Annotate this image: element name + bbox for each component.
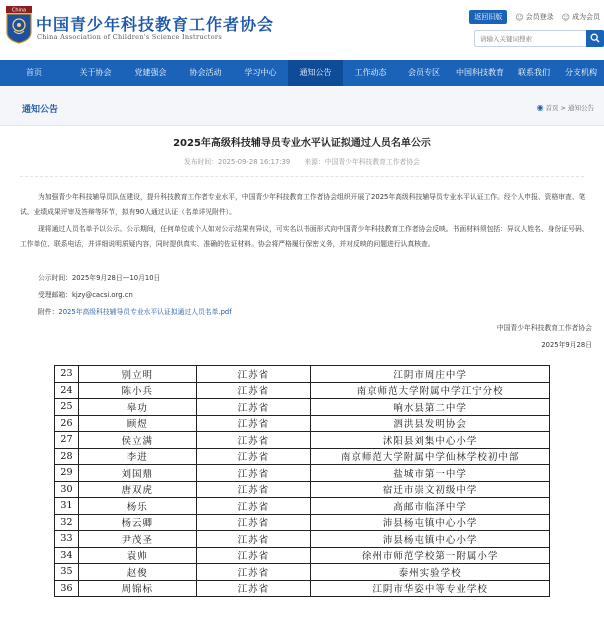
- row-number: 26: [55, 415, 79, 432]
- site-subtitle: China Association of Children's Science Instructors: [37, 33, 222, 41]
- section-header: [0, 86, 604, 126]
- old-site-button[interactable]: 返回旧版: [469, 10, 507, 24]
- table-row: [55, 415, 550, 432]
- table-row: [55, 547, 550, 564]
- user-icon: ☺: [515, 12, 524, 22]
- accept-email: 受理邮箱：kjzy@cacsi.org.cn: [38, 291, 133, 299]
- row-number: 33: [55, 531, 79, 548]
- name-list-table: [54, 365, 550, 597]
- province: 江苏省: [196, 432, 311, 449]
- article-divider: [20, 176, 584, 177]
- top-links: [469, 10, 600, 24]
- table-row: [55, 580, 550, 597]
- row-number: 29: [55, 465, 79, 482]
- nav-item-home[interactable]: 首页: [26, 68, 42, 77]
- publicity-period: 公示时间：2025年9月28日—10月10日: [38, 274, 161, 282]
- nav-item-china-sci-edu[interactable]: 中国科技教育: [456, 68, 504, 77]
- article-meta: [0, 156, 604, 166]
- school: 徐州市师范学校第一附属小学: [311, 547, 550, 564]
- row-number: 23: [55, 366, 79, 383]
- person-name: 李进: [78, 448, 196, 465]
- main-nav: [0, 60, 604, 86]
- school: 沛县杨屯镇中心小学: [311, 514, 550, 531]
- school: 盐城市第一中学: [311, 465, 550, 482]
- table-row: [55, 448, 550, 465]
- province: 江苏省: [196, 481, 311, 498]
- site-title[interactable]: 中国青少年科技教育工作者协会: [36, 15, 275, 34]
- breadcrumb: [537, 103, 594, 112]
- article-paragraph-2: 现将通过人员名单予以公示。公示期间，任何单位或个人如对公示结果有异议，可实名以书面形式向中国青少年科技教育工作者协会反映。书面材料须包括：异议人姓名、身份证号码、工作单位、联系电话，并详细说明质疑内容，同时提供真实、准确的佐证材料。协会将严格履行保密义务，并对反映的问题进行认真核查。: [20, 225, 589, 248]
- row-number: 30: [55, 481, 79, 498]
- province: 江苏省: [196, 366, 311, 383]
- province: 江苏省: [196, 547, 311, 564]
- breadcrumb-home[interactable]: 首页: [545, 104, 559, 112]
- person-name: 杨云卿: [78, 514, 196, 531]
- person-name: 唐双虎: [78, 481, 196, 498]
- person-name: 杨乐: [78, 498, 196, 515]
- province: 江苏省: [196, 498, 311, 515]
- school: 高邮市临泽中学: [311, 498, 550, 515]
- province: 江苏省: [196, 382, 311, 399]
- school: 泰州实验学校: [311, 564, 550, 581]
- signature-date: 2025年9月28日: [541, 341, 592, 349]
- breadcrumb-current[interactable]: 通知公告: [568, 104, 594, 112]
- school: 沭阳县刘集中心小学: [311, 432, 550, 449]
- person-name: 陈小兵: [78, 382, 196, 399]
- row-number: 34: [55, 547, 79, 564]
- province: 江苏省: [196, 415, 311, 432]
- table-row: [55, 432, 550, 449]
- signature-org: 中国青少年科技教育工作者协会: [496, 324, 592, 332]
- nav-item-learning[interactable]: 学习中心: [244, 68, 277, 77]
- article-paragraph-1: 为加强青少年科技辅导员队伍建设，提升科技教育工作者专业水平，中国青少年科技教育工作者协会组织开展了2025年高级科技辅导员专业水平认证工作。经个人申报、资格审查、笔试、业绩成果评审及答辩等环节，拟有90人通过认证（名单详见附件）。: [20, 193, 586, 216]
- nav-item-news[interactable]: 工作动态: [354, 68, 387, 77]
- nav-item-branches[interactable]: 分支机构: [565, 68, 597, 77]
- province: 江苏省: [196, 448, 311, 465]
- attachment-link[interactable]: 2025年高级科技辅导员专业水平认证拟通过人员名单.pdf: [58, 308, 232, 316]
- nav-item-contact[interactable]: 联系我们: [518, 68, 550, 77]
- attachment-line: [38, 306, 232, 316]
- table-row: [55, 481, 550, 498]
- article-title: 2025年高级科技辅导员专业水平认证拟通过人员名单公示: [173, 138, 431, 149]
- person-name: 袁帅: [78, 547, 196, 564]
- row-number: 27: [55, 432, 79, 449]
- location-pin-icon: ◉: [536, 103, 544, 112]
- search-input[interactable]: [475, 31, 585, 46]
- nav-item-notices[interactable]: 通知公告: [288, 60, 343, 86]
- user-add-icon: ☺: [561, 12, 570, 22]
- school: 沛县杨屯镇中心小学: [311, 531, 550, 548]
- province: 江苏省: [196, 564, 311, 581]
- article-source: 来源：中国青少年科技教育工作者协会: [304, 158, 420, 166]
- search-box: [474, 30, 604, 47]
- association-logo-icon[interactable]: [6, 6, 32, 44]
- row-number: 25: [55, 399, 79, 416]
- person-name: 赵俊: [78, 564, 196, 581]
- row-number: 28: [55, 448, 79, 465]
- school: 南京师范大学附属中学江宁分校: [311, 382, 550, 399]
- table-row: [55, 382, 550, 399]
- row-number: 35: [55, 564, 79, 581]
- section-title: 通知公告: [22, 105, 59, 115]
- article-date: 发布时间：2025-09-28 16:17:39: [184, 158, 291, 166]
- become-member-label: 成为会员: [572, 13, 600, 21]
- table-row: [55, 564, 550, 581]
- school: 泗洪县发明协会: [311, 415, 550, 432]
- table-row: [55, 531, 550, 548]
- person-name: 别立明: [78, 366, 196, 383]
- school: 宿迁市崇文初级中学: [311, 481, 550, 498]
- province: 江苏省: [196, 514, 311, 531]
- table-row: [55, 366, 550, 383]
- nav-item-party[interactable]: 党建强会: [134, 68, 167, 77]
- row-number: 24: [55, 382, 79, 399]
- school: 江阴市周庄中学: [311, 366, 550, 383]
- school: 南京师范大学附属中学仙林学校初中部: [311, 448, 550, 465]
- table-row: [55, 465, 550, 482]
- province: 江苏省: [196, 580, 311, 597]
- province: 江苏省: [196, 465, 311, 482]
- school: 响水县第二中学: [311, 399, 550, 416]
- row-number: 32: [55, 514, 79, 531]
- search-button[interactable]: [586, 30, 604, 47]
- province: 江苏省: [196, 399, 311, 416]
- province: 江苏省: [196, 531, 311, 548]
- attachment-label: 附件：: [38, 308, 59, 316]
- row-number: 31: [55, 498, 79, 515]
- person-name: 皋功: [78, 399, 196, 416]
- person-name: 侯立满: [78, 432, 196, 449]
- breadcrumb-separator: >: [560, 103, 566, 112]
- table-row: [55, 514, 550, 531]
- table-row: [55, 498, 550, 515]
- person-name: 刘国鼎: [78, 465, 196, 482]
- person-name: 尹茂圣: [78, 531, 196, 548]
- row-number: 36: [55, 580, 79, 597]
- person-name: 周锦标: [78, 580, 196, 597]
- table-row: [55, 399, 550, 416]
- member-login-link[interactable]: [515, 12, 553, 22]
- site-header: [0, 0, 604, 60]
- school: 江阴市华姿中等专业学校: [311, 580, 550, 597]
- nav-item-about[interactable]: 关于协会: [79, 68, 112, 77]
- person-name: 顾煜: [78, 415, 196, 432]
- become-member-link[interactable]: [562, 12, 600, 22]
- nav-item-activities[interactable]: 协会活动: [189, 68, 222, 77]
- svg-text:China: China: [11, 7, 27, 14]
- search-icon: [590, 33, 600, 43]
- member-login-label: 会员登录: [525, 13, 554, 21]
- nav-item-members[interactable]: 会员专区: [408, 68, 440, 77]
